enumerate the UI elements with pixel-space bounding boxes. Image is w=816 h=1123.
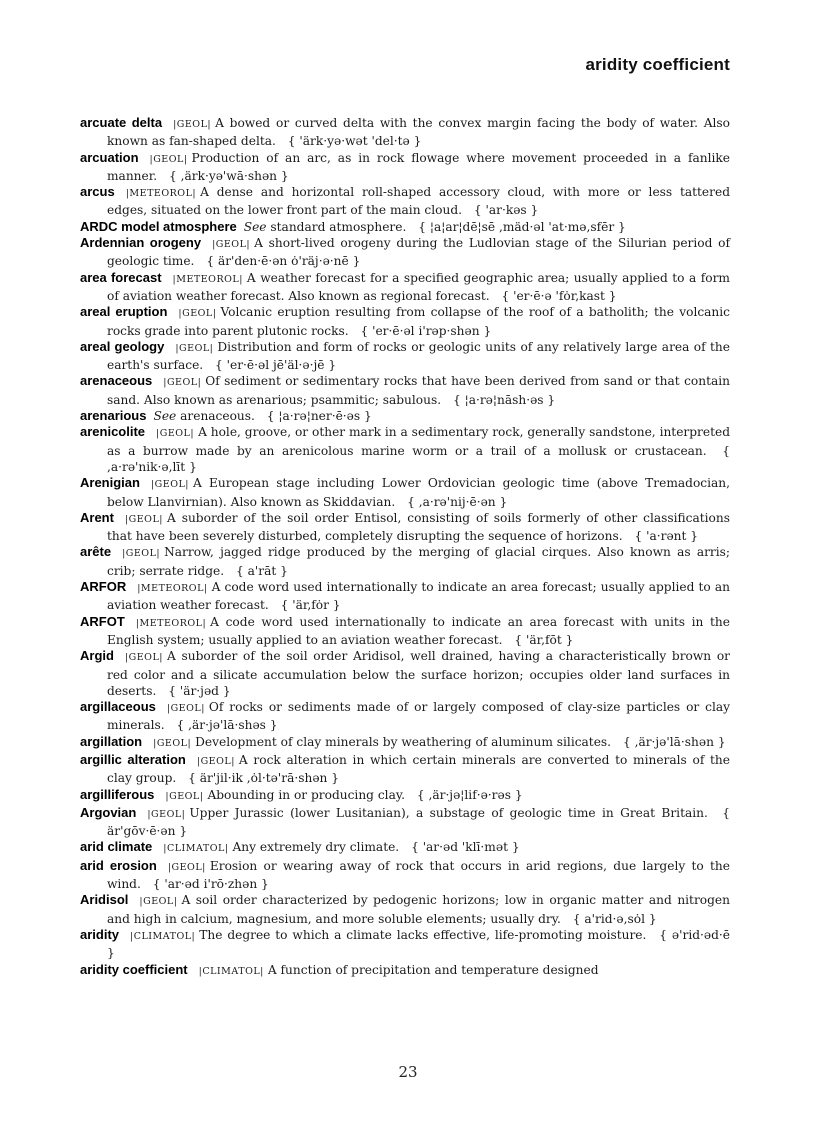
entry-headword: argillaceous xyxy=(80,699,156,715)
dictionary-entry xyxy=(80,424,730,475)
entry-headword: Arent xyxy=(80,509,114,525)
entry-definition: A suborder of the soil order Aridisol, well drained, having a characteristically brown or red color and a silicate accumulation below the surface horizon; occupies older land surfaces in deserts. xyxy=(107,649,730,698)
dictionary-entry xyxy=(80,892,730,927)
entry-pronunciation: { 'är·jəd } xyxy=(168,683,231,698)
dictionary-entry xyxy=(80,339,730,374)
entry-subject-label: |GEOL| xyxy=(196,755,235,767)
entry-subject-label: |GEOL| xyxy=(173,119,212,130)
dictionary-entry xyxy=(80,373,730,408)
dictionary-entry xyxy=(80,699,730,734)
entry-definition: Upper Jurassic (lower Lusitanian), a substage of geologic time in Great Britain. xyxy=(189,805,708,820)
entry-headword: area forecast xyxy=(80,269,162,285)
dictionary-entry xyxy=(80,544,730,579)
entry-definition: Of rocks or sediments made of or largely composed of clay-size particles or clay minerals. xyxy=(107,700,730,733)
entry-headword: Argovian xyxy=(80,804,137,820)
entry-definition: Any extremely dry climate. xyxy=(232,840,400,855)
entry-pronunciation: { 'ar·əd 'klī·mət } xyxy=(411,840,520,855)
dictionary-entry xyxy=(80,752,730,787)
entry-subject-label: |GEOL| xyxy=(124,652,163,664)
entry-headword: argilliferous xyxy=(80,786,155,802)
entry-definition: Production of an arc, as in rock flowage where movement proceeded in a fanlike manner. xyxy=(107,150,730,183)
entry-headword: arid climate xyxy=(80,839,153,855)
entry-pronunciation: { ,a·rə'nij·ē·ən } xyxy=(407,494,508,509)
entry-headword: arid erosion xyxy=(80,857,157,873)
entry-pronunciation: { ¦a·rə¦nāsh·əs } xyxy=(452,392,556,407)
entry-pronunciation: { är'jil·ik ,ȯl·tə'rā·shən } xyxy=(188,771,340,786)
dictionary-entry xyxy=(80,304,730,339)
entry-definition: Of sediment or sedimentary rocks that have been derived from sand or that contain sand. Also known as arenarious; psammitic; sabulous. xyxy=(107,374,730,407)
dictionary-entry xyxy=(80,510,730,545)
entry-definition: A code word used internationally to indicate an area forecast with units in the English system; usually applied to an aviation weather forecast. xyxy=(107,614,730,647)
entry-headword: arenicolite xyxy=(80,424,146,440)
dictionary-entry xyxy=(80,734,730,752)
dictionary-entry xyxy=(80,962,730,980)
entry-definition: arenaceous. xyxy=(180,409,255,424)
entry-pronunciation: { ,ärk·yə'wā·shən } xyxy=(168,168,289,183)
dictionary-entry xyxy=(80,219,730,235)
entry-headword: ARFOT xyxy=(80,613,125,629)
entry-headword: argillic alteration xyxy=(80,751,186,767)
entry-subject-label: |GEOL| xyxy=(139,896,178,908)
entry-subject-label: |GEOL| xyxy=(178,308,217,320)
entry-headword: Argid xyxy=(80,648,114,664)
page-number: 23 xyxy=(398,1063,418,1081)
dictionary-entry xyxy=(80,579,730,614)
entry-subject-label: |GEOL| xyxy=(156,428,195,440)
entry-headword: Arenigian xyxy=(80,475,140,491)
entry-headword: Aridisol xyxy=(80,892,129,908)
entry-pronunciation: { 'ar·əd i'rō·zhən } xyxy=(152,877,269,892)
entry-headword: arête xyxy=(80,544,112,560)
entry-definition: A soil order characterized by pedogenic horizons; low in organic matter and nitrogen and high in calcium, magnesium, and more soluble elements; usually dry. xyxy=(107,893,730,926)
dictionary-entry xyxy=(80,408,730,424)
dictionary-entry xyxy=(80,858,730,893)
dictionary-entry xyxy=(80,270,730,305)
dictionary-entry xyxy=(80,614,730,649)
entry-subject-label: |METEOROL| xyxy=(135,617,207,629)
guide-word: aridity coefficient xyxy=(585,55,730,74)
entry-definition: The degree to which a climate lacks effective, life-promoting moisture. xyxy=(199,927,647,942)
dictionary-entry xyxy=(80,150,730,185)
dictionary-entry xyxy=(80,927,730,962)
dictionary-entry xyxy=(80,115,730,150)
entry-pronunciation: { är'den·ē·ən ȯ'räj·ə·nē } xyxy=(206,254,361,269)
entry-pronunciation: { 'er·ē·əl jē'äl·ə·jē } xyxy=(215,358,337,373)
entry-definition: Abounding in or producing clay. xyxy=(207,787,405,802)
entry-pronunciation: { 'är,fȯr } xyxy=(280,598,341,613)
dictionary-entry xyxy=(80,839,730,857)
entry-headword: ARDC model atmosphere xyxy=(80,218,237,234)
dictionary-entry xyxy=(80,475,730,510)
entry-pronunciation: { 'er·ē·əl i'rəp·shən } xyxy=(360,323,492,338)
entry-headword: argillation xyxy=(80,733,143,749)
entry-subject-label: |CLIMATOL| xyxy=(198,965,264,977)
entry-subject-label: |CLIMATOL| xyxy=(130,930,196,942)
entry-subject-label: |GEOL| xyxy=(163,377,202,389)
entry-definition: A weather forecast for a specified geographic area; usually applied to a form of aviation weather forecast. Also known as regional forecast. xyxy=(107,270,730,303)
entry-subject-label: |GEOL| xyxy=(150,479,189,491)
entry-definition: Volcanic eruption resulting from collapse of the roof of a batholith; the volcanic rocks grade into parent plutonic rocks. xyxy=(107,305,731,338)
entry-pronunciation: { 'ärk·yə·wət 'del·tə } xyxy=(287,134,422,149)
dictionary-entry xyxy=(80,787,730,805)
entry-pronunciation: { 'er·ē·ə 'fȯr,kast } xyxy=(501,288,617,303)
entry-pronunciation: { ə'rid·əd·ē } xyxy=(107,927,730,961)
dictionary-entry xyxy=(80,235,730,270)
entry-definition: Erosion or wearing away of rock that occurs in arid regions, due largely to the wind. xyxy=(107,858,730,892)
entry-pronunciation: { ,är·jə'lā·shəs } xyxy=(176,718,278,733)
entry-pronunciation: { 'ar·kəs } xyxy=(473,203,539,218)
dictionary-entry xyxy=(80,805,730,840)
entry-subject-label: |GEOL| xyxy=(122,548,161,560)
entry-pronunciation: { ,a·rə'nik·ə,līt } xyxy=(107,443,730,474)
entry-pronunciation: { ,är·jə'lā·shən } xyxy=(622,734,726,749)
entry-headword: arcus xyxy=(80,184,115,200)
entry-list xyxy=(80,115,730,980)
entry-definition: A short-lived orogeny during the Ludlovian stage of the Silurian period of geologic time. xyxy=(107,236,730,269)
entry-subject-label: |GEOL| xyxy=(124,513,163,525)
entry-headword: ARFOR xyxy=(80,579,127,595)
entry-pronunciation: { ,är·jə¦lif·ə·rəs } xyxy=(416,787,523,802)
entry-headword: Ardennian orogeny xyxy=(80,235,202,251)
entry-subject-label: |GEOL| xyxy=(166,703,205,715)
entry-definition: Narrow, jagged ridge produced by the merging of glacial cirques. Also known as arris; crib; serrate ridge. xyxy=(107,545,730,578)
entry-pronunciation: { är'gōv·ē·ən } xyxy=(107,805,731,839)
entry-headword: arcuate delta xyxy=(80,115,163,130)
entry-headword: areal geology xyxy=(80,338,165,354)
entry-subject-label: |METEOROL| xyxy=(137,583,208,595)
entry-see-label: See xyxy=(243,219,267,234)
entry-definition: A code word used internationally to indicate an area forecast; usually applied to an aviation weather forecast. xyxy=(107,580,730,613)
entry-definition: A rock alteration in which certain minerals are converted to minerals of the clay group. xyxy=(107,752,730,786)
entry-headword: aridity coefficient xyxy=(80,961,188,977)
entry-subject-label: |GEOL| xyxy=(149,153,188,165)
entry-subject-label: |CLIMATOL| xyxy=(163,843,229,855)
entry-definition: Development of clay minerals by weathering of aluminum silicates. xyxy=(195,734,612,749)
entry-pronunciation: { ¦a·rə¦ner·ē·əs } xyxy=(266,409,372,424)
entry-subject-label: |GEOL| xyxy=(153,737,192,749)
dictionary-entry xyxy=(80,184,730,219)
entry-pronunciation: { a'rid·ə,sȯl } xyxy=(572,911,657,926)
entry-pronunciation: { ¦a¦ar¦dē¦sē ,mäd·əl 'at·mə,sfēr } xyxy=(418,219,626,234)
entry-definition: A hole, groove, or other mark in a sedimentary rock, generally sandstone, interpreted as a burrow made by an arenicolous marine worm or a trail of a mollusk or crustacean. xyxy=(107,425,730,458)
entry-subject-label: |GEOL| xyxy=(167,861,206,873)
entry-headword: aridity xyxy=(80,926,120,942)
entry-subject-label: |GEOL| xyxy=(165,790,204,802)
entry-headword: areal eruption xyxy=(80,304,168,320)
entry-subject-label: |GEOL| xyxy=(175,342,214,354)
entry-definition: A function of precipitation and temperature designed xyxy=(267,962,599,977)
entry-pronunciation: { a'rāt } xyxy=(236,563,288,578)
entry-headword: arenaceous xyxy=(80,373,153,389)
entry-subject-label: |METEOROL| xyxy=(172,273,243,285)
entry-definition: standard atmosphere. xyxy=(270,219,407,234)
entry-see-label: See xyxy=(153,409,177,424)
entry-subject-label: |METEOROL| xyxy=(125,188,197,200)
entry-definition: Distribution and form of rocks or geologic units of any relatively large area of the earth's surface. xyxy=(107,339,730,373)
entry-subject-label: |GEOL| xyxy=(147,808,186,820)
entry-definition: A dense and horizontal roll-shaped accessory cloud, with more or less tattered edges, situated on the lower front part of the main cloud. xyxy=(107,185,730,218)
entry-definition: A suborder of the soil order Entisol, consisting of soils formerly of other classifications that have been severely disturbed, completely disrupting the sequence of horizons. xyxy=(107,510,730,544)
entry-definition: A European stage including Lower Ordovician geologic time (above Tremadocian, below Llanvirnian). Also known as Skiddavian. xyxy=(107,476,730,509)
entry-subject-label: |GEOL| xyxy=(212,239,251,251)
entry-headword: arcuation xyxy=(80,149,139,165)
entry-headword: arenarious xyxy=(80,408,147,424)
entry-pronunciation: { 'a·rənt } xyxy=(634,529,699,544)
entry-pronunciation: { 'är,fōt } xyxy=(514,632,574,647)
entry-definition: A bowed or curved delta with the convex margin facing the body of water. Also known as fan-shaped delta. xyxy=(107,116,730,149)
dictionary-entry xyxy=(80,648,730,699)
